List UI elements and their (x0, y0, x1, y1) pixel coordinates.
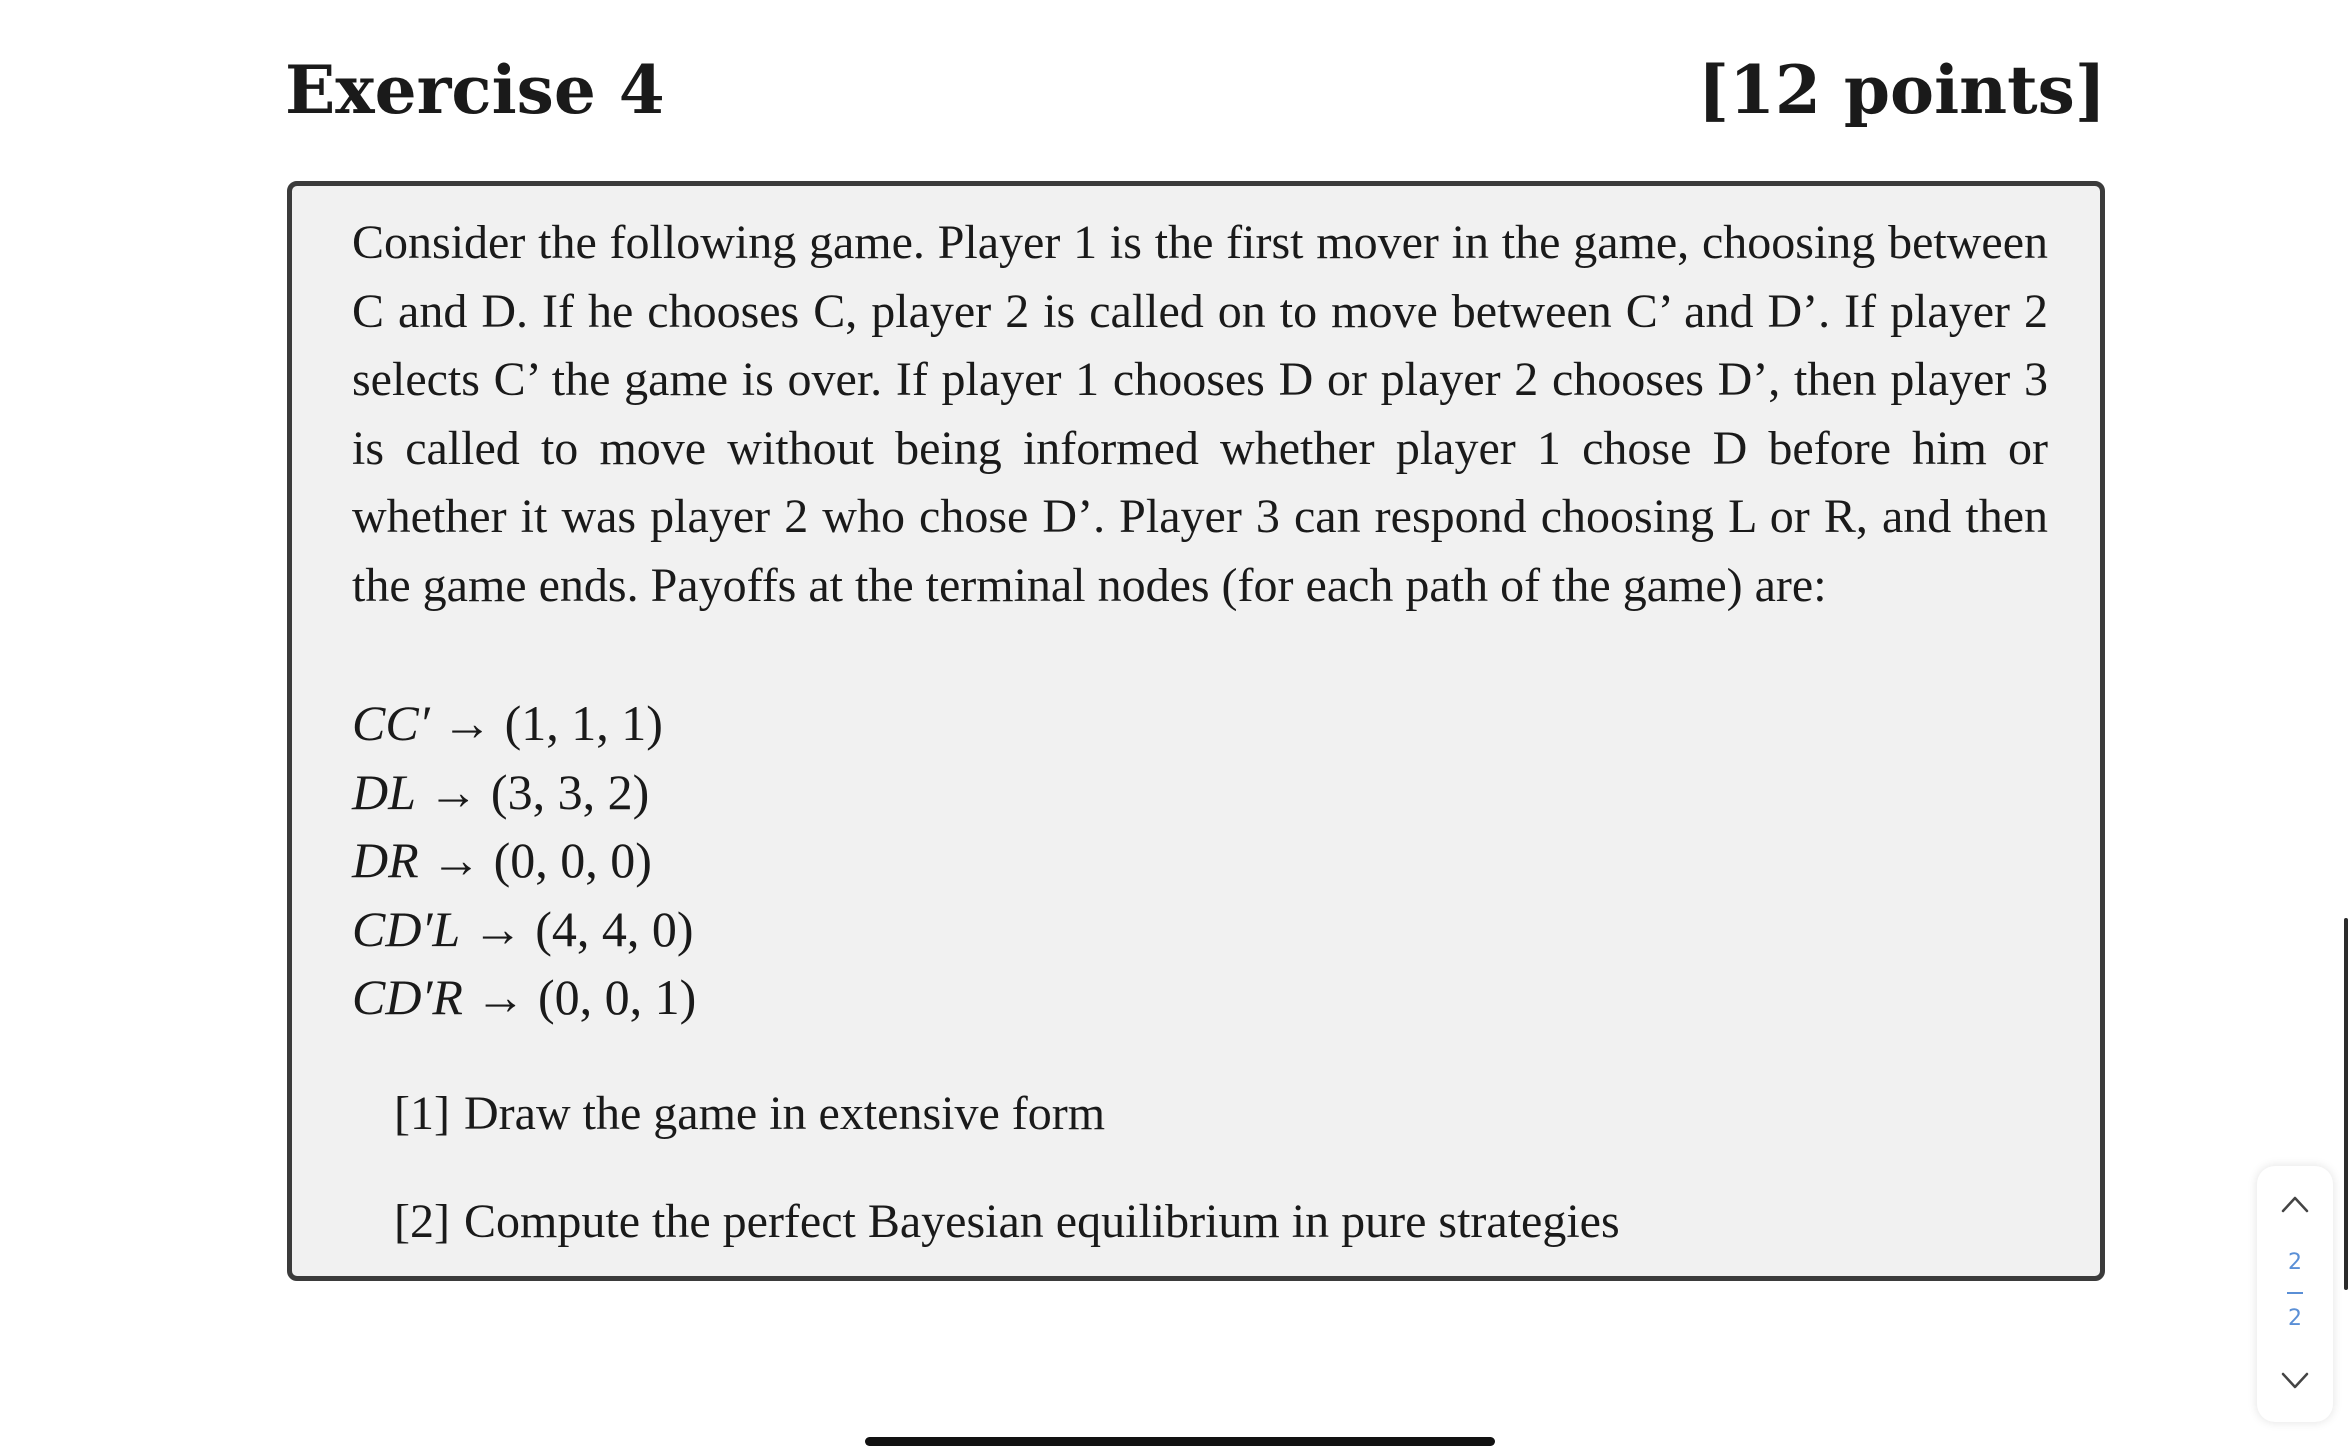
current-page-number: 2 (2288, 1250, 2302, 1275)
home-indicator[interactable] (865, 1437, 1495, 1446)
payoff-value: (0, 0, 1) (537, 969, 697, 1025)
page-navigator (2257, 1166, 2333, 1422)
task-text: Draw the game in extensive form (464, 1087, 1106, 1140)
payoff-path: CC′ (352, 695, 430, 751)
arrow: → (431, 832, 482, 888)
task-item (394, 1192, 1620, 1252)
task-text: Compute the perfect Bayesian equilibrium in pure strategies (464, 1195, 1620, 1248)
payoff-value: (4, 4, 0) (535, 900, 694, 957)
payoff-item (352, 826, 696, 895)
payoff-path: DL (352, 763, 416, 820)
payoff-value: (3, 3, 2) (490, 763, 650, 820)
arrow: → (472, 900, 523, 957)
arrow: → (428, 763, 479, 820)
payoff-value: (1, 1, 1) (504, 695, 663, 751)
total-page-number: 2 (2288, 1306, 2302, 1331)
chevron-up-icon[interactable] (2281, 1194, 2309, 1214)
arrow: → (475, 969, 526, 1025)
payoff-path: DR (352, 832, 419, 888)
arrow: → (442, 695, 493, 751)
payoff-item (352, 895, 696, 964)
payoff-path: CD′R (352, 969, 463, 1025)
page-separator (2287, 1292, 2303, 1294)
task-number: [1] (394, 1087, 450, 1140)
chevron-down-icon[interactable] (2281, 1371, 2309, 1391)
payoff-item (352, 689, 696, 758)
task-number: [2] (394, 1195, 450, 1248)
scrollbar-thumb[interactable] (2344, 918, 2348, 1290)
payoff-item (352, 758, 696, 827)
task-item (394, 1084, 1105, 1144)
payoff-list (352, 689, 696, 1032)
payoff-value: (0, 0, 0) (493, 832, 652, 888)
payoff-path: CD′L (352, 900, 461, 957)
exercise-points: [12 points] (1697, 51, 2106, 129)
exercise-title: Exercise 4 (285, 51, 665, 129)
problem-box (287, 181, 2105, 1281)
payoff-item (352, 963, 696, 1032)
problem-text: Consider the following game. Player 1 is the first mover in the game, choosing between C and D. If he chooses C, player 2 is called on to move between C’ and D’. If player 2 selects C’ the game is over. If player 1 chooses D or player 2 chooses D’, then player 3 is called to move without being informed whether player 1 chose D before him or whether it was player 2 who chose D’. Player 3 can respond choosing L or R, and then the game ends. Payoffs at the terminal nodes (for each path of the game) are: (352, 216, 2048, 612)
